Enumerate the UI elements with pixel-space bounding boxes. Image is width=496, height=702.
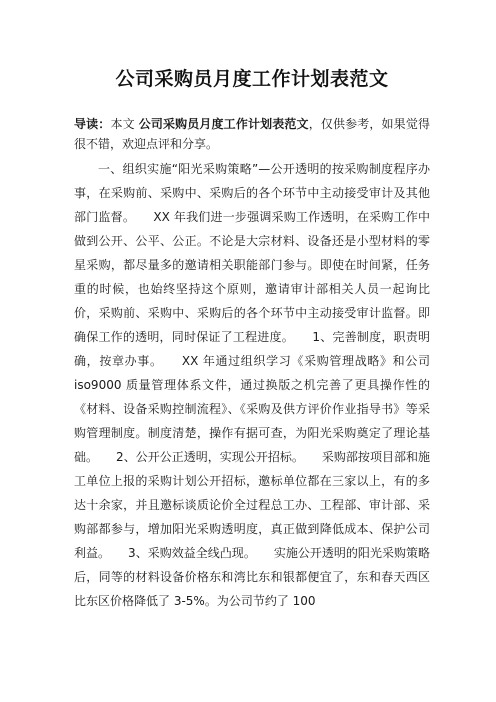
intro-label: 导读： xyxy=(74,117,111,131)
intro-suffix: ，仅供参考，如果觉得很不错，欢迎点评和分享。 xyxy=(74,117,430,151)
intro-paragraph xyxy=(74,114,430,154)
intro-doc-name: 公司采购员月度工作计划表范文 xyxy=(138,117,309,131)
body-paragraph: 一、组织实施“阳光采购策略”—公开透明的按采购制度程序办事，在采购前、采购中、采购后的各个环节中主动接受审计及其他部门监督。 XX 年我们进一步强调采购工作透明，在采购工作中做到公开、公平、公正。不论是大宗材料、设备还是小型材料的零星采购，都尽量多的邀请相关职能部门参与。即使在时间紧，任务重的时候，也始终坚持这个原则，邀请审计部相关人员一起询比价，采购前、采购中、采购后的各个环节中主动接受审计监督。即确保工作的透明，同时保证了工程进度。 1、完善制度，职责明确，按章办事。 XX 年通过组织学习《采购管理战略》和公司 iso9000 质量管理体系文件，通过换版之机完善了更具操作性的《材料、设备采购控制流程》、《采购及供方评价作业指导书》等采购管理制度。制度清楚，操作有据可查，为阳光采购奠定了理论基础。 2、公开公正透明，实现公开招标。 采购部按项目部和施工单位上报的采购计划公开招标，邀标单位都在三家以上，有的多达十余家，并且邀标谈质论价全过程总工办、工程部、审计部、采购部都参与，增加阳光采购透明度，真正做到降低成本、保护公司利益。 3、采购效益全线凸现。 实施公开透明的阳光采购策略后，同等的材料设备价格东和湾比东和银都便宜了，东和春天西区比东区价格降低了 3-5%。为公司节约了 100 xyxy=(74,162,430,608)
intro-prefix: 本文 xyxy=(110,117,139,131)
document-title: 公司采购员月度工作计划表范文 xyxy=(115,68,389,90)
